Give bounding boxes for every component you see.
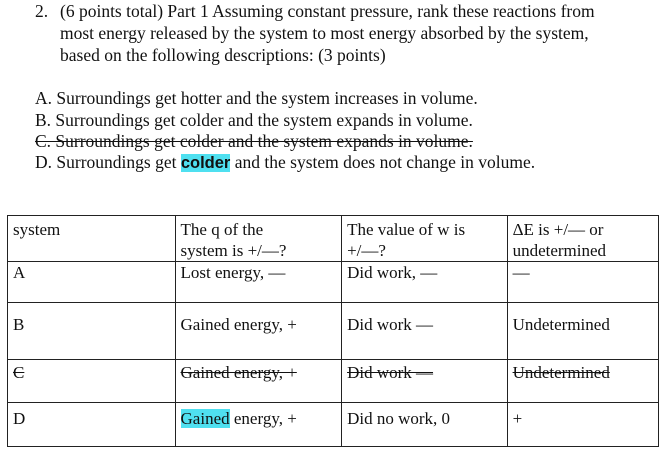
row-b-q: Gained energy, + [175, 303, 342, 360]
header-system: system [8, 216, 176, 262]
row-d-de: + [507, 403, 658, 447]
row-d-w: Did no work, 0 [342, 403, 508, 447]
header-de-line-1: ΔE is +/— or [512, 220, 604, 239]
header-w [342, 216, 508, 262]
option-d-prefix: D. Surroundings get [35, 152, 181, 172]
row-c-label: C [8, 360, 176, 403]
header-w-line-1: The value of w is [347, 220, 466, 239]
header-q-line-1: The q of the [180, 220, 264, 239]
row-c-q: Gained energy, + [175, 360, 342, 403]
table-header-row [8, 216, 659, 262]
row-c-de: Undetermined [507, 360, 658, 403]
option-d-suffix: and the system does not change in volume. [230, 152, 536, 172]
question-line-1: (6 points total) Part 1 Assuming constant pressure, rank these reactions from [60, 1, 595, 21]
header-q [175, 216, 342, 262]
option-c-struck: C. Surroundings get colder and the system expands in volume. [35, 131, 473, 151]
option-d-highlight: colder [180, 154, 231, 172]
answer-table [7, 215, 659, 447]
option-a: A. Surroundings get hotter and the system increases in volume. [35, 88, 478, 108]
table-row [8, 303, 659, 360]
table-row [8, 360, 659, 403]
row-b-w: Did work — [342, 303, 508, 360]
table-row [8, 403, 659, 447]
row-d-q-rest: energy, + [229, 409, 297, 428]
question-line-2: most energy released by the system to most energy absorbed by the system, [60, 23, 589, 43]
option-d [35, 152, 535, 173]
row-d-q-highlight: Gained [180, 409, 230, 428]
row-a-label: A [8, 262, 176, 303]
row-d-q [175, 403, 342, 447]
header-w-line-2: +/—? [347, 241, 386, 260]
table-row [8, 262, 659, 303]
question-line-3: based on the following descriptions: (3 points) [60, 45, 386, 65]
row-a-w: Did work, — [342, 262, 508, 303]
row-d-label: D [8, 403, 176, 447]
header-q-line-2: system is +/—? [180, 241, 287, 260]
row-b-label: B [8, 303, 176, 360]
row-c-w: Did work — [342, 360, 508, 403]
option-b: B. Surroundings get colder and the system expands in volume. [35, 110, 473, 130]
header-de [507, 216, 658, 262]
question-number: 2. [35, 1, 49, 21]
row-b-de: Undetermined [507, 303, 658, 360]
header-de-line-2: undetermined [512, 241, 607, 260]
row-a-q: Lost energy, — [175, 262, 342, 303]
row-a-de: — [507, 262, 658, 303]
